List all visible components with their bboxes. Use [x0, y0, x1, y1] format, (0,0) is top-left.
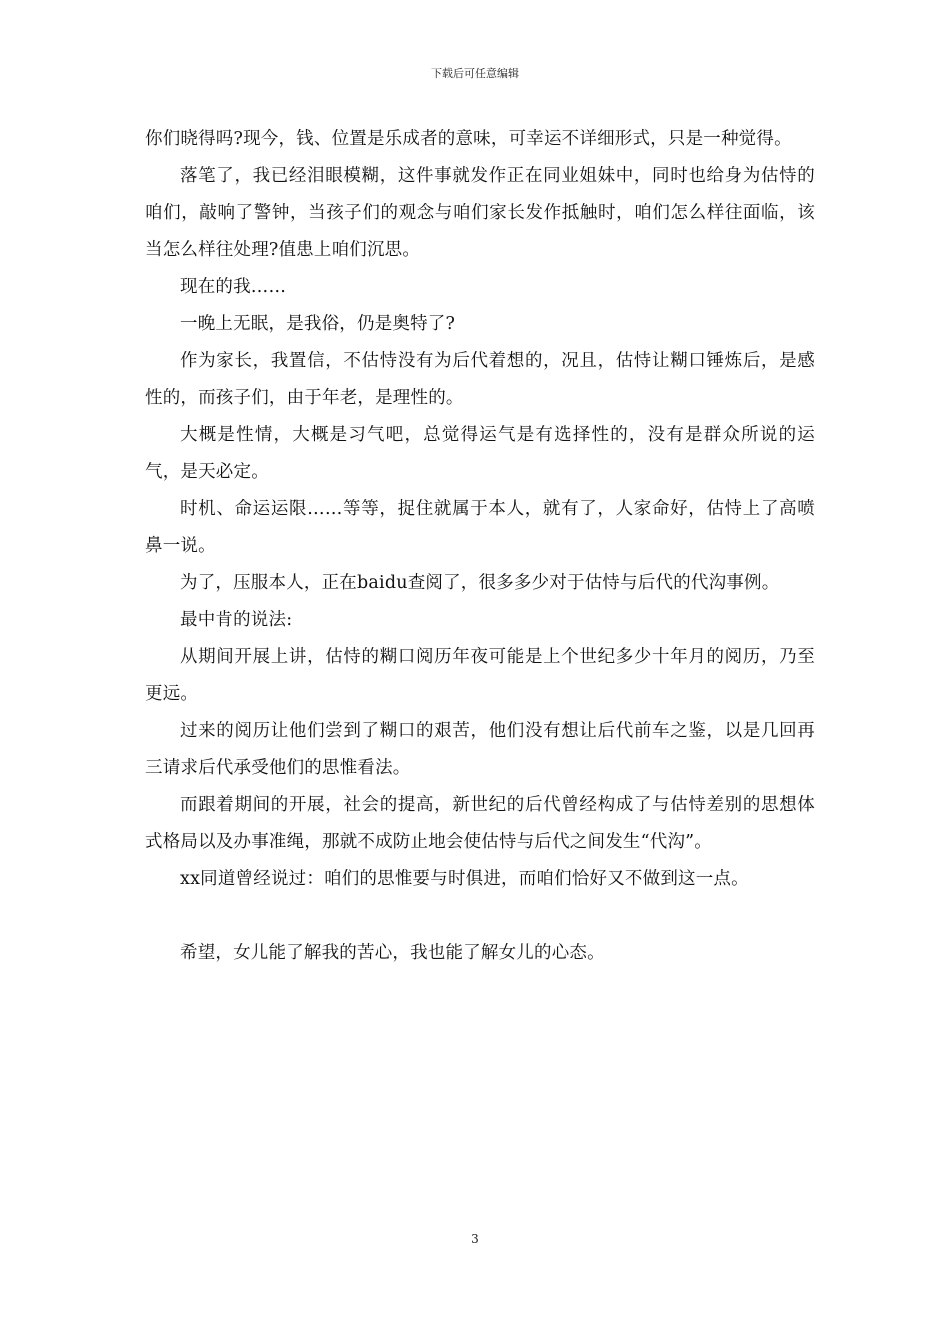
paragraph: 最中肯的说法:: [180, 610, 293, 630]
paragraph: 现在的我……: [180, 277, 287, 297]
paragraph: 希望，女儿能了解我的苦心，我也能了解女儿的心态。: [180, 943, 605, 963]
page-header: 下载后可任意编辑: [431, 67, 519, 80]
paragraph: xx同道曾经说过：咱们的思惟要与时俱进，而咱们恰好又不做到这一点。: [180, 869, 749, 889]
blank-line: [145, 898, 815, 935]
paragraph: 一晚上无眠，是我俗，仍是奥特了?: [180, 314, 456, 334]
paragraph: 从期间开展上讲，估恃的糊口阅历年夜可能是上个世纪多少十年月的阅历，乃至更远。: [145, 647, 815, 704]
paragraph: 你们晓得吗?现今，钱、位置是乐成者的意味，可幸运不详细形式，只是一种觉得。: [145, 129, 792, 149]
paragraph: 大概是性情，大概是习气吧，总觉得运气是有选择性的，没有是群众所说的运气，是天必定。: [145, 425, 815, 482]
paragraph: 过来的阅历让他们尝到了糊口的艰苦，他们没有想让后代前车之鉴，以是几回再三请求后代承受他们的思惟看法。: [145, 721, 815, 778]
paragraph: 而跟着期间的开展，社会的提高，新世纪的后代曾经构成了与估恃差别的思想体式格局以及办事准绳，那就不成防止地会使估恃与后代之间发生“代沟”。: [145, 795, 815, 852]
paragraph: 时机、命运运限……等等，捉住就属于本人，就有了，人家命好，估恃上了高喷鼻一说。: [145, 499, 815, 556]
paragraph: 落笔了，我已经泪眼模糊，这件事就发作正在同业姐妹中，同时也给身为估恃的咱们，敲响了警钟，当孩子们的观念与咱们家长发作抵触时，咱们怎么样往面临，该当怎么样往处理?值患上咱们沉思。: [145, 166, 815, 260]
paragraph: 为了，压服本人，正在baidu查阅了，很多多少对于估恃与后代的代沟事例。: [180, 573, 780, 593]
paragraph: 作为家长，我置信，不估恃没有为后代着想的，况且，估恃让糊口锤炼后，是感性的，而孩子们，由于年老，是理性的。: [145, 351, 815, 408]
page-number: 3: [471, 1232, 479, 1246]
document-body: [145, 121, 815, 972]
